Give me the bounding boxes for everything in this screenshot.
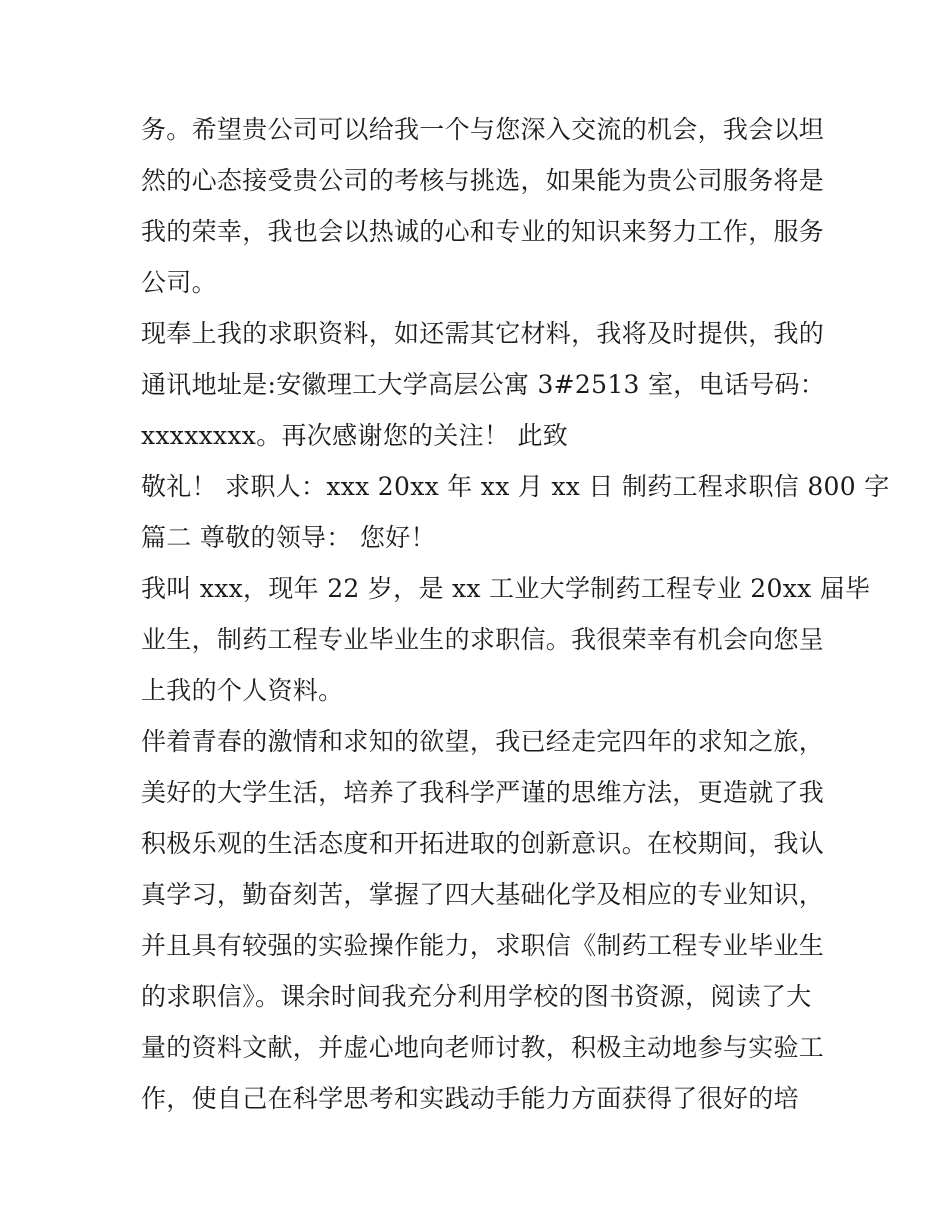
text-line: 业生，制药工程专业毕业生的求职信。我很荣幸有机会向您呈: [141, 625, 825, 654]
text-line: 量的资料文献，并虚心地向老师讨教，积极主动地参与实验工: [141, 1033, 825, 1062]
text-line: 公司。: [141, 268, 217, 297]
text-line: 我的荣幸，我也会以热诚的心和专业的知识来努力工作，服务: [141, 217, 825, 246]
text-line: 伴着青春的激情和求知的欲望，我已经走完四年的求知之旅，: [141, 727, 825, 756]
text-line: xxxxxxxx。再次感谢您的关注！ 此致: [141, 421, 569, 450]
text-line: 然的心态接受贵公司的考核与挑选，如果能为贵公司服务将是: [141, 166, 825, 195]
text-line: 敬礼！ 求职人：xxx 20xx 年 xx 月 xx 日 制药工程求职信 800 字: [141, 472, 890, 501]
text-line: 积极乐观的生活态度和开拓进取的创新意识。在校期间，我认: [141, 829, 825, 858]
text-line: 现奉上我的求职资料，如还需其它材料，我将及时提供，我的: [141, 319, 825, 348]
text-line: 篇二 尊敬的领导： 您好！: [141, 523, 436, 552]
text-line: 我叫 xxx，现年 22 岁，是 xx 工业大学制药工程专业 20xx 届毕: [141, 574, 871, 603]
text-line: 上我的个人资料。: [141, 676, 344, 705]
text-line: 并且具有较强的实验操作能力，求职信《制药工程专业毕业生: [141, 931, 825, 960]
text-line: 真学习，勤奋刻苦，掌握了四大基础化学及相应的专业知识，: [141, 880, 825, 909]
text-line: 通讯地址是:安徽理工大学高层公寓 3#2513 室，电话号码：: [141, 370, 826, 399]
document-body: [141, 104, 890, 1124]
text-line: 务。希望贵公司可以给我一个与您深入交流的机会，我会以坦: [141, 115, 825, 144]
text-line: 的求职信》。课余时间我充分利用学校的图书资源，阅读了大: [141, 982, 812, 1011]
text-line: 美好的大学生活，培养了我科学严谨的思维方法，更造就了我: [141, 778, 825, 807]
text-line: 作，使自己在科学思考和实践动手能力方面获得了很好的培: [141, 1084, 799, 1113]
